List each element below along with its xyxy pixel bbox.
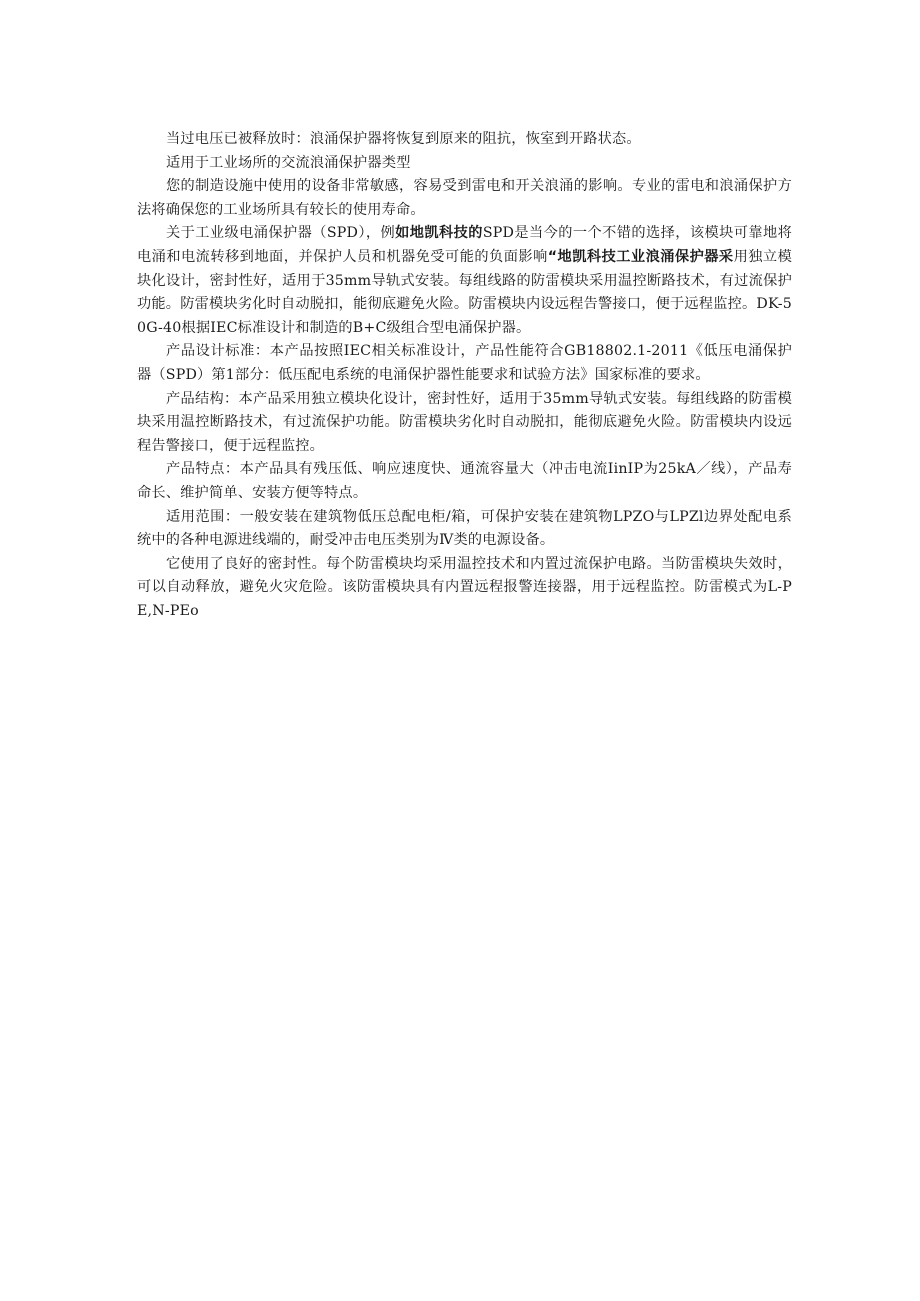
paragraph-product-features: 产品特点：本产品具有残压低、响应速度快、通流容量大（冲击电流IinIP为25kA／线），产品寿命长、维护简单、安装方便等特点。 xyxy=(137,461,792,501)
paragraph-industrial-spd-part3: 用独立模块化设计，密封性好，适用于35mm导轨式安装。每组线路的防雷模块采用温控断路技术，有过流保护功能。防雷模块劣化时自动脱扣，能彻底避免火险。防雷模块内设远程告警接口，便于远程监控。DK-50G-40根据IEC标准设计和制造的B+C级组合型电涌保护器。 xyxy=(137,248,792,336)
paragraph-release-state: 当过电压已被释放时：浪涌保护器将恢复到原来的阻抗，恢室到开路状态。 xyxy=(166,131,641,147)
paragraph-industrial-spd-part1: 关于工业级电涌保护器（SPD），例 xyxy=(166,225,396,242)
section-heading-ac-spd-types: 适用于工业场所的交流浪涌保护器类型 xyxy=(166,154,411,171)
paragraph-industrial-spd xyxy=(137,222,792,340)
paragraph-application-scope: 适用范围：一般安装在建筑物低压总配电柜/箱，可保护安装在建筑物LPZO与LPZl边界处配电系统中的各种电源进线端的，耐受冲击电压类别为Ⅳ类的电源设备。 xyxy=(137,508,792,549)
paragraph-sealing-protection: 它使用了良好的密封性。每个防雷模块均采用温控技术和内置过流保护电路。当防雷模块失效时，可以自动释放，避免火灾危险。该防雷模块具有内置远程报警连接器，用于远程监控。防雷模式为L-PE,N-PEo xyxy=(137,555,792,619)
paragraph-industrial-spd-part2: SPD是当今的一个不错的选择，该模块可靠地将电涌和电流转移到地面，并保护人员和机器免受可能的负面影响 xyxy=(137,225,792,265)
paragraph-sensitive-equipment: 您的制造设施中使用的设备非常敏感，容易受到雷电和开关浪涌的影响。专业的雷电和浪涌保护方法将确保您的工业场所具有较长的使用寿命。 xyxy=(137,178,792,218)
brand-mention-1: 如地凯科技的 xyxy=(395,225,483,242)
paragraph-product-structure: 产品结构：本产品采用独立模块化设计，密封性好，适用于35mm导轨式安装。每组线路的防雷模块采用温控断路技术，有过流保护功能。防雷模块劣化时自动脱扣，能彻底避免火险。防雷模块内设远程告警接口，便于远程监控。 xyxy=(137,390,792,454)
document-body xyxy=(137,128,792,623)
brand-mention-2: “地凯科技工业浪涌保护器采 xyxy=(547,248,734,265)
paragraph-design-standard: 产品设计标准：本产品按照IEC相关标准设计，产品性能符合GB18802.1-2011《低压电涌保护器（SPD）第1部分：低压配电系统的电涌保护器性能要求和试验方法》国家标准的要求。 xyxy=(137,343,792,383)
